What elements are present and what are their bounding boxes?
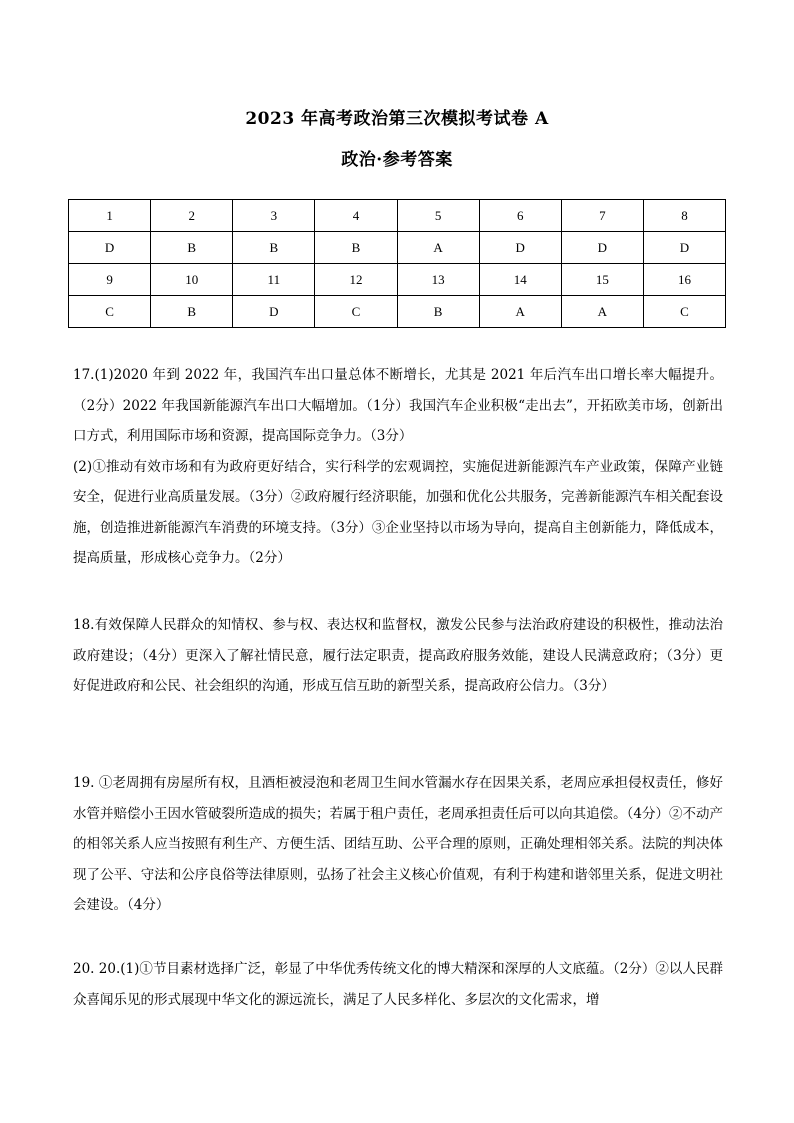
question-number-cell: 5 xyxy=(397,200,479,232)
question-number-cell: 3 xyxy=(233,200,315,232)
question-17-answer xyxy=(73,360,723,574)
answer-cell: A xyxy=(561,296,643,328)
answer-cell: B xyxy=(397,296,479,328)
answer-cell: A xyxy=(479,296,561,328)
answer-cell: B xyxy=(315,232,397,264)
answer-cell: B xyxy=(151,232,233,264)
question-number-cell: 16 xyxy=(643,264,725,296)
question-18-text: 18.有效保障人民群众的知情权、参与权、表达权和监督权，激发公民参与法治政府建设的积极性，推动法治政府建设；（4分）更深入了解社情民意，履行法定职责，提高政府服务效能，建设人民满意政府；（3分）更好促进政府和公民、社会组织的沟通，形成互信互助的新型关系，提高政府公信力。（3分） xyxy=(73,617,723,694)
answer-cell: D xyxy=(233,296,315,328)
question-17-part-1: 17.(1)2020 年到 2022 年，我国汽车出口量总体不断增长，尤其是 2021 年后汽车出口增长率大幅提升。（2分）2022 年我国新能源汽车出口大幅增加。（1分）我国汽车企业积极“走出去”，开拓欧美市场，创新出口方式，利用国际市场和资源，提高国际竞争力。（3分） xyxy=(73,367,723,444)
question-number-cell: 15 xyxy=(561,264,643,296)
answer-cell: D xyxy=(69,232,151,264)
answer-cell: B xyxy=(233,232,315,264)
question-number-cell: 10 xyxy=(151,264,233,296)
answer-cell: D xyxy=(561,232,643,264)
question-number-cell: 13 xyxy=(397,264,479,296)
answer-cell: C xyxy=(643,296,725,328)
question-18-answer xyxy=(73,610,723,702)
exam-title: 2023 年高考政治第三次模拟考试卷 A xyxy=(245,109,549,129)
question-number-cell: 4 xyxy=(315,200,397,232)
question-number-cell: 8 xyxy=(643,200,725,232)
answer-cell: D xyxy=(479,232,561,264)
question-17-part-2: (2)①推动有效市场和有为政府更好结合，实行科学的宏观调控，实施促进新能源汽车产业政策，保障产业链安全，促进行业高质量发展。（3分）②政府履行经济职能，加强和优化公共服务，完善新能源汽车相关配套设施，创造推进新能源汽车消费的环境支持。（3分）③企业坚持以市场为导向，提高自主创新能力，降低成本，提高质量，形成核心竞争力。（2分） xyxy=(73,458,723,566)
table-row xyxy=(69,264,726,296)
question-20-text: 20. 20.(1)①节目素材选择广泛，彰显了中华优秀传统文化的博大精深和深厚的人文底蕴。（2分）②以人民群众喜闻乐见的形式展现中华文化的源远流长，满足了人民多样化、多层次的文化需求，增 xyxy=(73,961,723,1008)
answer-cell: D xyxy=(643,232,725,264)
question-19-text: 19. ①老周拥有房屋所有权，且酒柜被浸泡和老周卫生间水管漏水存在因果关系，老周应承担侵权责任，修好水管并赔偿小王因水管破裂所造成的损失；若属于租户责任，老周承担责任后可以向其追偿。（4分）②不动产的相邻关系人应当按照有利生产、方便生活、团结互助、公平合理的原则，正确处理相邻关系。法院的判决体现了公平、守法和公序良俗等法律原则，弘扬了社会主义核心价值观，有利于构建和谐邻里关系，促进文明社会建设。（4分） xyxy=(73,775,723,913)
table-row xyxy=(69,200,726,232)
answer-key-subtitle: 政治·参考答案 xyxy=(341,150,453,170)
question-number-cell: 12 xyxy=(315,264,397,296)
question-number-cell: 7 xyxy=(561,200,643,232)
table-row xyxy=(69,296,726,328)
question-number-cell: 1 xyxy=(69,200,151,232)
answer-cell: C xyxy=(69,296,151,328)
question-number-cell: 9 xyxy=(69,264,151,296)
question-number-cell: 14 xyxy=(479,264,561,296)
question-number-cell: 11 xyxy=(233,264,315,296)
question-number-cell: 2 xyxy=(151,200,233,232)
answer-cell: C xyxy=(315,296,397,328)
multiple-choice-answer-table xyxy=(68,199,726,328)
answer-cell: A xyxy=(397,232,479,264)
question-20-answer xyxy=(73,954,723,1015)
question-number-cell: 6 xyxy=(479,200,561,232)
answer-cell: B xyxy=(151,296,233,328)
table-row xyxy=(69,232,726,264)
question-19-answer xyxy=(73,768,723,921)
